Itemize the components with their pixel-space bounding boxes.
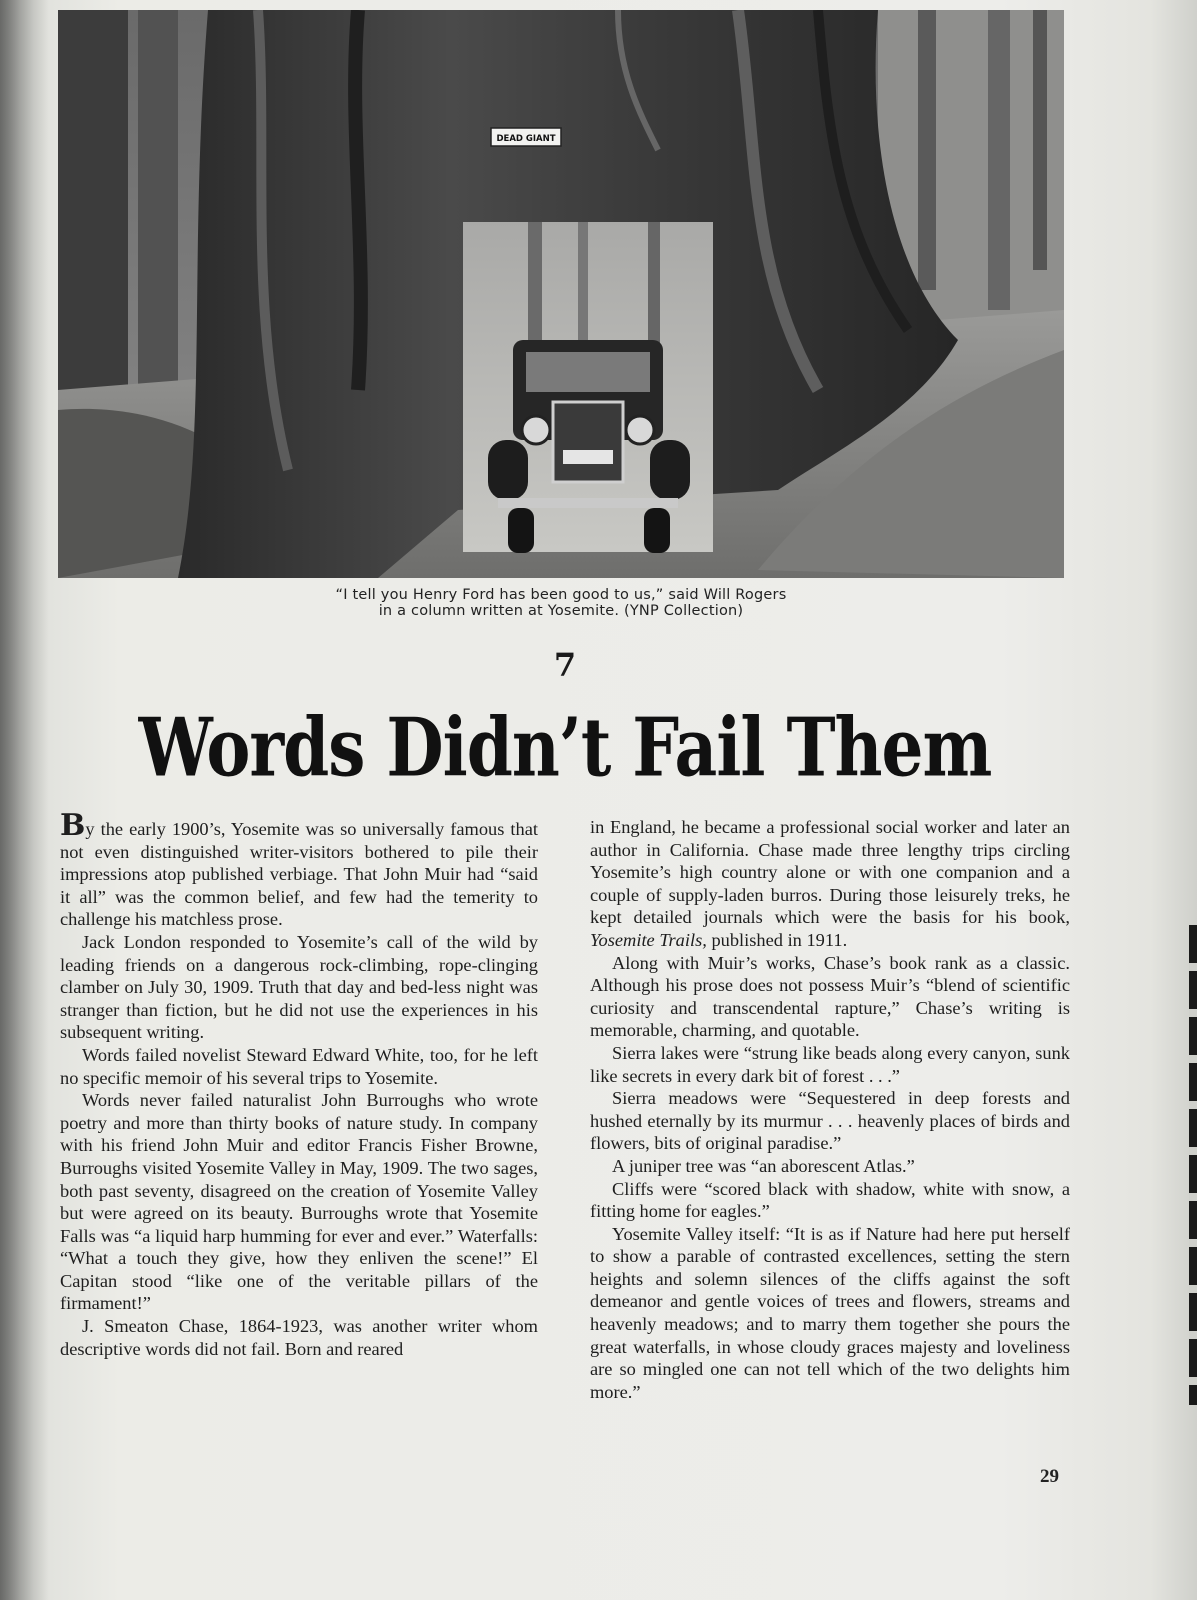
paragraph xyxy=(590,816,1070,952)
paragraph: Sierra lakes were “strung like beads along every canyon, sunk like secrets in every dark bit of forest . . .” xyxy=(590,1042,1070,1086)
paragraph: Sierra meadows were “Sequestered in deep forests and hushed eternally by its murmur . . . heavenly places of birds and flowers, bits of original paradise.” xyxy=(590,1088,1070,1154)
paragraph xyxy=(60,808,538,931)
paragraph: A juniper tree was “an aborescent Atlas.” xyxy=(612,1155,915,1176)
chapter-title: Words Didn’t Fail Them xyxy=(138,700,992,796)
binding-shadow xyxy=(0,0,48,1600)
paragraph-text: published in 1911. xyxy=(706,929,848,950)
photo-tunnel-tree-car xyxy=(58,10,1064,578)
photo-caption xyxy=(58,587,1064,619)
page-edge-marks xyxy=(1189,925,1197,1405)
paragraph: Along with Muir’s works, Chase’s book rank as a classic. Although his prose does not possess Muir’s “blend of scientific curiosity and transcendental rapture,” Chase’s writing is memorable, charming, and quotable. xyxy=(590,952,1070,1041)
tree-sign-text: DEAD GIANT xyxy=(496,134,556,144)
paragraph: Words never failed naturalist John Burroughs who wrote poetry and more than thirty books of nature study. In company with his friend John Muir and editor Francis Fisher Browne, Burroughs visited Yosemite Valley in May, 1909. The two sages, both past seventy, disagreed on the creation of Yosemite Valley but were agreed on its beauty. Burroughs wrote that Yosemite Falls was “a liquid harp humming for ever and ever.” Waterfalls: “What a touch they give, how they enliven the scene!” El Capitan stood “like one of the veritable pillars of the firmament!” xyxy=(60,1090,538,1314)
right-column xyxy=(590,816,1070,1403)
page-number: 29 xyxy=(1040,1466,1059,1487)
paragraph-text: y the early 1900’s, Yosemite was so universally famous that not even distinguished writer-visitors bothered to pile their impressions atop published verbiage. That John Muir had “said it all” was the common belief, and few had the temerity to challenge his matchless prose. xyxy=(60,819,538,930)
book-title: Yosemite Trails, xyxy=(590,929,707,950)
drop-cap: B xyxy=(60,808,86,843)
photo-illustration xyxy=(58,10,1064,578)
paragraph: Words failed novelist Steward Edward White, too, for he left no specific memoir of his several trips to Yosemite. xyxy=(60,1044,538,1088)
paragraph: Yosemite Valley itself: “It is as if Nature had here put herself to show a parable of contrasted excellences, setting the stern heights and solemn silences of the cliffs against the soft demeanor and gentle voices of trees and flowers, streams and heavenly meadows; and to marry them together she pours the great waterfalls, in whose cloudy graces majesty and loveliness are so mingled one can not tell which of the two delights him more.” xyxy=(590,1223,1070,1402)
chapter-number: 7 xyxy=(553,646,577,684)
paragraph: Jack London responded to Yosemite’s call of the wild by leading friends on a dangerous rock-climbing, rope-clinging clamber on July 30, 1909. Truth that day and bed-less night was stranger than fiction, but he did not use the experiences in his subsequent writing. xyxy=(60,931,538,1043)
caption-line-2: in a column written at Yosemite. (YNP Collection) xyxy=(378,603,744,619)
left-column xyxy=(60,808,538,1360)
caption-line-1: “I tell you Henry Ford has been good to us,” said Will Rogers xyxy=(335,587,787,603)
paragraph: J. Smeaton Chase, 1864-1923, was another writer whom descriptive words did not fail. Born and reared xyxy=(60,1316,538,1359)
paragraph-text: in England, he became a professional social worker and later an author in California. Chase made three lengthy trips circling Yosemite’s high country alone or with one companion and a couple of supply-laden burros. During those leisurely treks, he kept detailed journals which were the basis for his book, xyxy=(590,817,1070,928)
paragraph: Cliffs were “scored black with shadow, white with snow, a fitting home for eagles.” xyxy=(590,1178,1070,1222)
